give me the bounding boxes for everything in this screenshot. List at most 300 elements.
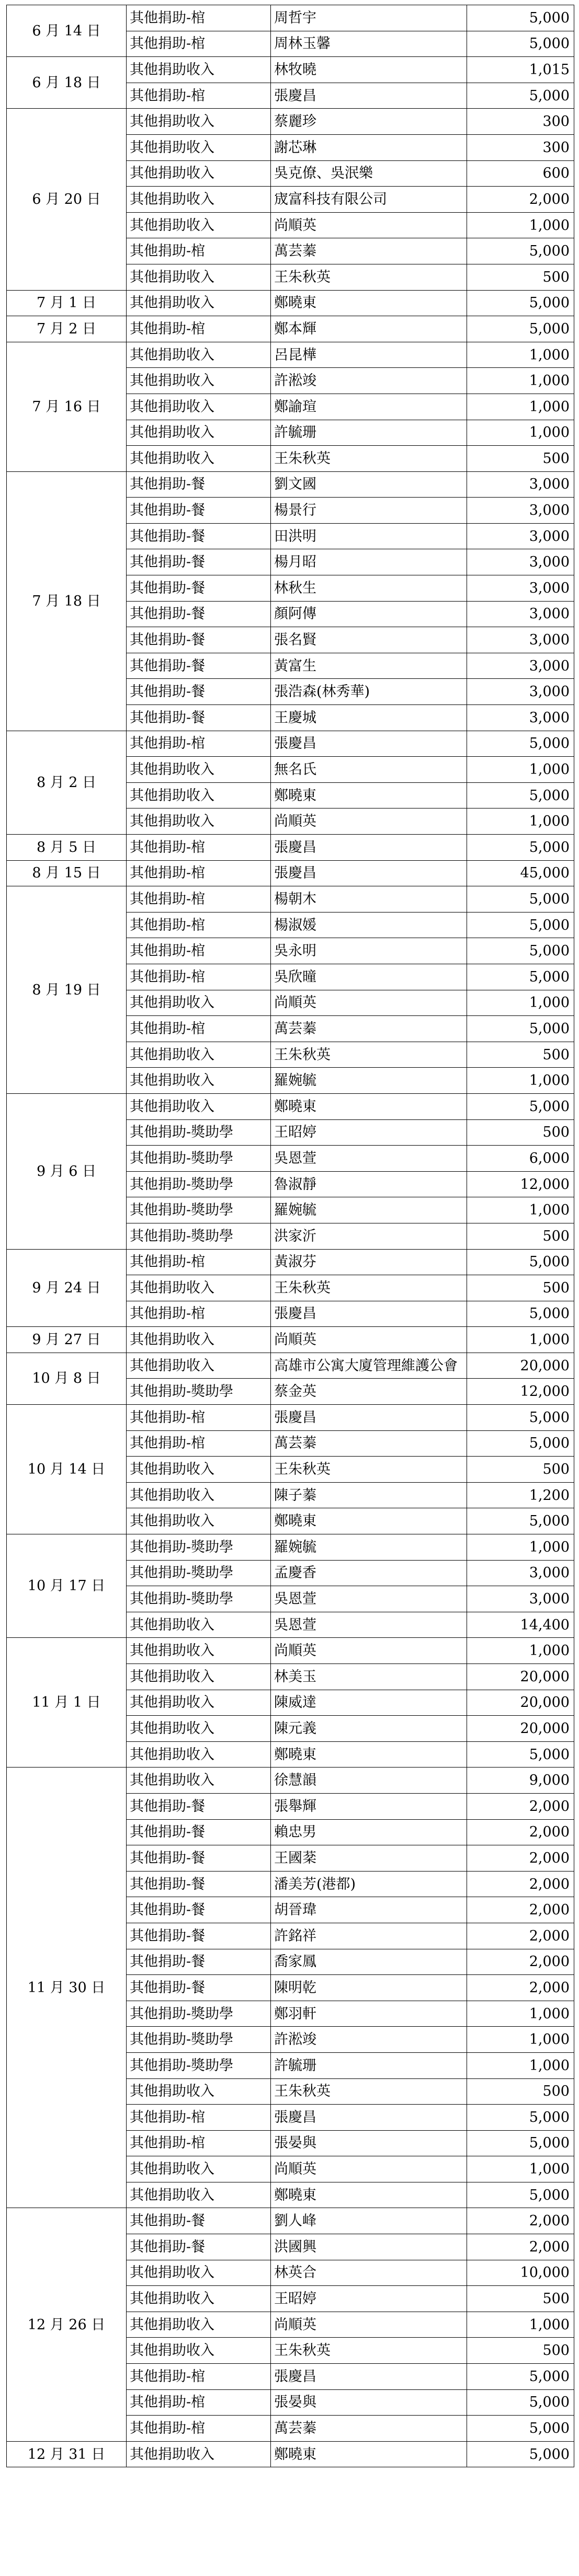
donor-name-cell: 許淞竣 [271,368,467,394]
amount-cell: 5,000 [467,290,574,316]
amount-cell: 1,000 [467,1068,574,1094]
category-cell: 其他捐助-餐 [127,601,271,627]
date-cell: 11 月 30 日 [7,1768,127,2208]
donor-name-cell: 吳克僚、吳泯樂 [271,160,467,187]
amount-cell: 3,000 [467,601,574,627]
amount-cell: 5,000 [467,2105,574,2131]
donor-name-cell: 周林玉馨 [271,31,467,57]
donor-name-cell: 周哲宇 [271,5,467,31]
amount-cell: 500 [467,1042,574,1068]
category-cell: 其他捐助-棺 [127,1301,271,1327]
donor-name-cell: 許銘祥 [271,1923,467,1949]
amount-cell: 1,000 [467,808,574,835]
date-cell: 12 月 26 日 [7,2208,127,2441]
category-cell: 其他捐助-餐 [127,471,271,498]
amount-cell: 5,000 [467,782,574,808]
amount-cell: 1,000 [467,2156,574,2182]
category-cell: 其他捐助收入 [127,394,271,420]
date-cell: 9 月 24 日 [7,1249,127,1327]
donation-ledger-table [6,5,574,2467]
category-cell: 其他捐助-棺 [127,316,271,342]
donor-name-cell: 張晏與 [271,2389,467,2416]
amount-cell: 5,000 [467,1741,574,1768]
donor-name-cell: 胡晉瑋 [271,1897,467,1923]
donor-name-cell: 許毓珊 [271,420,467,446]
amount-cell: 20,000 [467,1716,574,1742]
category-cell: 其他捐助收入 [127,2338,271,2364]
amount-cell: 5,000 [467,938,574,964]
category-cell: 其他捐助-棺 [127,912,271,938]
date-cell: 7 月 1 日 [7,290,127,316]
donor-name-cell: 吳恩萱 [271,1612,467,1638]
category-cell: 其他捐助收入 [127,57,271,83]
donor-name-cell: 張慶昌 [271,731,467,757]
category-cell: 其他捐助收入 [127,2286,271,2312]
donor-name-cell: 鄭曉東 [271,2441,467,2467]
amount-cell: 1,000 [467,757,574,783]
category-cell: 其他捐助-棺 [127,1016,271,1042]
category-cell: 其他捐助收入 [127,1093,271,1119]
donor-name-cell: 林牧曉 [271,57,467,83]
amount-cell: 5,000 [467,964,574,990]
donor-name-cell: 陳元義 [271,1716,467,1742]
category-cell: 其他捐助收入 [127,808,271,835]
category-cell: 其他捐助-獎助學 [127,1171,271,1197]
donor-name-cell: 鄭羽軒 [271,2001,467,2027]
amount-cell: 5,000 [467,1430,574,1457]
category-cell: 其他捐助-棺 [127,886,271,912]
donor-name-cell: 宬富科技有限公司 [271,187,467,213]
date-cell: 9 月 6 日 [7,1093,127,1249]
table-row [7,1768,574,1794]
donor-name-cell: 許毓珊 [271,2052,467,2078]
donor-name-cell: 張慶昌 [271,83,467,109]
donor-name-cell: 洪國興 [271,2234,467,2260]
amount-cell: 3,000 [467,653,574,679]
category-cell: 其他捐助-棺 [127,860,271,886]
amount-cell: 1,000 [467,2027,574,2053]
category-cell: 其他捐助收入 [127,2260,271,2286]
category-cell: 其他捐助-餐 [127,653,271,679]
donor-name-cell: 王朱秋英 [271,2338,467,2364]
donor-name-cell: 陳子蓁 [271,1482,467,1508]
category-cell: 其他捐助-棺 [127,2364,271,2390]
table-row [7,835,574,861]
amount-cell: 1,000 [467,1197,574,1223]
category-cell: 其他捐助收入 [127,420,271,446]
amount-cell: 12,000 [467,1171,574,1197]
amount-cell: 500 [467,1457,574,1483]
donor-name-cell: 王慶城 [271,705,467,731]
donor-name-cell: 黃富生 [271,653,467,679]
donor-name-cell: 尚順英 [271,2156,467,2182]
donor-name-cell: 張名賢 [271,627,467,653]
donor-name-cell: 張舉輝 [271,1793,467,1819]
amount-cell: 5,000 [467,2389,574,2416]
amount-cell: 1,200 [467,1482,574,1508]
category-cell: 其他捐助-餐 [127,627,271,653]
amount-cell: 5,000 [467,1249,574,1275]
donor-name-cell: 王朱秋英 [271,264,467,290]
category-cell: 其他捐助-棺 [127,2416,271,2442]
category-cell: 其他捐助-餐 [127,705,271,731]
amount-cell: 1,000 [467,990,574,1016]
donor-name-cell: 楊景行 [271,498,467,524]
donor-name-cell: 呂昆樺 [271,342,467,368]
donor-name-cell: 鄭本輝 [271,316,467,342]
amount-cell: 3,000 [467,1560,574,1586]
donor-name-cell: 張慶昌 [271,1301,467,1327]
category-cell: 其他捐助-棺 [127,731,271,757]
donor-name-cell: 陳威達 [271,1690,467,1716]
category-cell: 其他捐助-獎助學 [127,1223,271,1249]
date-cell: 8 月 5 日 [7,835,127,861]
donor-name-cell: 尚順英 [271,1327,467,1353]
amount-cell: 500 [467,264,574,290]
category-cell: 其他捐助收入 [127,757,271,783]
donor-name-cell: 王朱秋英 [271,2078,467,2105]
amount-cell: 600 [467,160,574,187]
amount-cell: 1,000 [467,368,574,394]
date-cell: 8 月 2 日 [7,731,127,834]
date-cell: 12 月 31 日 [7,2441,127,2467]
date-cell: 11 月 1 日 [7,1638,127,1768]
donor-name-cell: 楊月昭 [271,549,467,575]
amount-cell: 3,000 [467,1586,574,1612]
category-cell: 其他捐助收入 [127,109,271,135]
amount-cell: 3,000 [467,627,574,653]
category-cell: 其他捐助-棺 [127,938,271,964]
amount-cell: 5,000 [467,1016,574,1042]
category-cell: 其他捐助收入 [127,264,271,290]
category-cell: 其他捐助收入 [127,2078,271,2105]
amount-cell: 3,000 [467,679,574,705]
category-cell: 其他捐助收入 [127,368,271,394]
category-cell: 其他捐助收入 [127,1457,271,1483]
date-cell: 6 月 18 日 [7,57,127,109]
amount-cell: 5,000 [467,886,574,912]
amount-cell: 5,000 [467,5,574,31]
date-cell: 6 月 14 日 [7,5,127,57]
category-cell: 其他捐助-棺 [127,1405,271,1431]
category-cell: 其他捐助-餐 [127,1819,271,1845]
donor-name-cell: 高雄市公寓大廈管理維護公會 [271,1353,467,1379]
amount-cell: 3,000 [467,549,574,575]
category-cell: 其他捐助-獎助學 [127,1379,271,1405]
category-cell: 其他捐助-獎助學 [127,1534,271,1561]
category-cell: 其他捐助收入 [127,1612,271,1638]
donor-name-cell: 鄭曉東 [271,1093,467,1119]
amount-cell: 300 [467,109,574,135]
amount-cell: 45,000 [467,860,574,886]
amount-cell: 300 [467,134,574,160]
category-cell: 其他捐助-棺 [127,1430,271,1457]
amount-cell: 2,000 [467,1845,574,1872]
category-cell: 其他捐助-餐 [127,498,271,524]
category-cell: 其他捐助-獎助學 [127,1197,271,1223]
table-row [7,1353,574,1379]
amount-cell: 3,000 [467,575,574,602]
donor-name-cell: 王朱秋英 [271,446,467,472]
donor-name-cell: 萬芸蓁 [271,1430,467,1457]
category-cell: 其他捐助收入 [127,290,271,316]
table-row [7,5,574,31]
amount-cell: 2,000 [467,1975,574,2001]
donor-name-cell: 羅婉毓 [271,1068,467,1094]
category-cell: 其他捐助收入 [127,1690,271,1716]
amount-cell: 5,000 [467,1301,574,1327]
category-cell: 其他捐助-餐 [127,1871,271,1897]
amount-cell: 14,400 [467,1612,574,1638]
donor-name-cell: 羅婉毓 [271,1197,467,1223]
amount-cell: 2,000 [467,2234,574,2260]
donor-name-cell: 王昭婷 [271,1119,467,1146]
donor-name-cell: 賴忠男 [271,1819,467,1845]
amount-cell: 3,000 [467,705,574,731]
amount-cell: 3,000 [467,498,574,524]
category-cell: 其他捐助收入 [127,1508,271,1534]
category-cell: 其他捐助收入 [127,1716,271,1742]
donor-name-cell: 蔡麗珍 [271,109,467,135]
donor-name-cell: 吳恩萱 [271,1146,467,1172]
category-cell: 其他捐助-餐 [127,523,271,549]
category-cell: 其他捐助-棺 [127,1249,271,1275]
donor-name-cell: 黃淑芬 [271,1249,467,1275]
amount-cell: 2,000 [467,1949,574,1975]
amount-cell: 5,000 [467,83,574,109]
table-row [7,316,574,342]
category-cell: 其他捐助收入 [127,1638,271,1664]
category-cell: 其他捐助收入 [127,1042,271,1068]
table-row [7,290,574,316]
donor-name-cell: 張晏與 [271,2130,467,2156]
donor-name-cell: 林秋生 [271,575,467,602]
donor-name-cell: 張慶昌 [271,2364,467,2390]
amount-cell: 2,000 [467,1871,574,1897]
donor-name-cell: 王朱秋英 [271,1457,467,1483]
category-cell: 其他捐助-餐 [127,1897,271,1923]
table-row [7,109,574,135]
amount-cell: 5,000 [467,2182,574,2208]
amount-cell: 500 [467,1223,574,1249]
date-cell: 10 月 14 日 [7,1405,127,1534]
table-row [7,57,574,83]
amount-cell: 500 [467,1275,574,1301]
donor-name-cell: 顏阿傳 [271,601,467,627]
category-cell: 其他捐助收入 [127,1768,271,1794]
donor-name-cell: 尚順英 [271,990,467,1016]
category-cell: 其他捐助-獎助學 [127,2052,271,2078]
amount-cell: 2,000 [467,187,574,213]
amount-cell: 10,000 [467,2260,574,2286]
donor-name-cell: 洪家沂 [271,1223,467,1249]
donor-name-cell: 劉人峰 [271,2208,467,2234]
table-row [7,1249,574,1275]
amount-cell: 2,000 [467,1819,574,1845]
donor-name-cell: 無名氏 [271,757,467,783]
amount-cell: 1,000 [467,420,574,446]
donor-name-cell: 潘美芳(港都) [271,1871,467,1897]
donor-name-cell: 尚順英 [271,1638,467,1664]
category-cell: 其他捐助-獎助學 [127,2027,271,2053]
amount-cell: 500 [467,2286,574,2312]
date-cell: 10 月 17 日 [7,1534,127,1638]
donor-name-cell: 魯淑靜 [271,1171,467,1197]
category-cell: 其他捐助-棺 [127,5,271,31]
amount-cell: 5,000 [467,1508,574,1534]
date-cell: 9 月 27 日 [7,1327,127,1353]
donor-name-cell: 鄭曉東 [271,1741,467,1768]
donor-name-cell: 王朱秋英 [271,1275,467,1301]
category-cell: 其他捐助-獎助學 [127,1119,271,1146]
donor-name-cell: 張浩森(林秀華) [271,679,467,705]
table-row [7,471,574,498]
category-cell: 其他捐助-餐 [127,549,271,575]
donor-name-cell: 吳恩萱 [271,1586,467,1612]
category-cell: 其他捐助收入 [127,782,271,808]
amount-cell: 20,000 [467,1690,574,1716]
donor-name-cell: 吳永明 [271,938,467,964]
table-row [7,342,574,368]
amount-cell: 5,000 [467,912,574,938]
date-cell: 8 月 15 日 [7,860,127,886]
amount-cell: 1,000 [467,1327,574,1353]
donor-name-cell: 鄭曉東 [271,1508,467,1534]
table-row [7,886,574,912]
category-cell: 其他捐助-棺 [127,31,271,57]
table-row [7,1093,574,1119]
category-cell: 其他捐助-餐 [127,1793,271,1819]
amount-cell: 2,000 [467,1897,574,1923]
donor-name-cell: 王朱秋英 [271,1042,467,1068]
category-cell: 其他捐助收入 [127,1664,271,1690]
amount-cell: 1,000 [467,394,574,420]
table-row [7,1405,574,1431]
donor-name-cell: 萬芸蓁 [271,2416,467,2442]
donor-name-cell: 王國棻 [271,1845,467,1872]
donor-name-cell: 尚順英 [271,2312,467,2338]
table-row [7,860,574,886]
category-cell: 其他捐助收入 [127,187,271,213]
amount-cell: 5,000 [467,2364,574,2390]
category-cell: 其他捐助-餐 [127,1923,271,1949]
amount-cell: 5,000 [467,1405,574,1431]
table-row [7,2441,574,2467]
date-cell: 6 月 20 日 [7,109,127,290]
category-cell: 其他捐助收入 [127,1068,271,1094]
amount-cell: 2,000 [467,2208,574,2234]
category-cell: 其他捐助-棺 [127,964,271,990]
donor-name-cell: 謝芯琳 [271,134,467,160]
amount-cell: 5,000 [467,2130,574,2156]
amount-cell: 1,015 [467,57,574,83]
date-cell: 8 月 19 日 [7,886,127,1094]
donor-name-cell: 羅婉毓 [271,1534,467,1561]
donor-name-cell: 尚順英 [271,808,467,835]
donor-name-cell: 張慶昌 [271,1405,467,1431]
amount-cell: 1,000 [467,2052,574,2078]
category-cell: 其他捐助-獎助學 [127,1586,271,1612]
category-cell: 其他捐助收入 [127,2441,271,2467]
donor-name-cell: 徐慧韻 [271,1768,467,1794]
table-row [7,1534,574,1561]
amount-cell: 20,000 [467,1664,574,1690]
donor-name-cell: 鄭曉東 [271,782,467,808]
category-cell: 其他捐助收入 [127,2312,271,2338]
donor-name-cell: 吳欣曈 [271,964,467,990]
donor-name-cell: 張慶昌 [271,860,467,886]
category-cell: 其他捐助-餐 [127,1845,271,1872]
donor-name-cell: 鄭曉東 [271,290,467,316]
amount-cell: 9,000 [467,1768,574,1794]
category-cell: 其他捐助-棺 [127,2130,271,2156]
date-cell: 10 月 8 日 [7,1353,127,1404]
donor-name-cell: 萬芸蓁 [271,238,467,264]
category-cell: 其他捐助-棺 [127,83,271,109]
amount-cell: 1,000 [467,2312,574,2338]
category-cell: 其他捐助-餐 [127,679,271,705]
amount-cell: 5,000 [467,1093,574,1119]
donor-name-cell: 張慶昌 [271,835,467,861]
table-row [7,2208,574,2234]
amount-cell: 5,000 [467,2441,574,2467]
amount-cell: 6,000 [467,1146,574,1172]
amount-cell: 1,000 [467,1638,574,1664]
donor-name-cell: 鄭曉東 [271,2182,467,2208]
table-row [7,731,574,757]
amount-cell: 1,000 [467,342,574,368]
donor-name-cell: 陳明乾 [271,1975,467,2001]
amount-cell: 500 [467,2338,574,2364]
category-cell: 其他捐助收入 [127,990,271,1016]
donor-name-cell: 鄭諭瑄 [271,394,467,420]
donor-name-cell: 萬芸蓁 [271,1016,467,1042]
category-cell: 其他捐助-餐 [127,2234,271,2260]
category-cell: 其他捐助收入 [127,160,271,187]
amount-cell: 2,000 [467,1793,574,1819]
amount-cell: 20,000 [467,1353,574,1379]
donor-name-cell: 許淞竣 [271,2027,467,2053]
category-cell: 其他捐助-獎助學 [127,1560,271,1586]
date-cell: 7 月 2 日 [7,316,127,342]
donor-name-cell: 喬家鳳 [271,1949,467,1975]
category-cell: 其他捐助收入 [127,342,271,368]
category-cell: 其他捐助收入 [127,1741,271,1768]
amount-cell: 1,000 [467,2001,574,2027]
category-cell: 其他捐助-獎助學 [127,2001,271,2027]
amount-cell: 2,000 [467,1923,574,1949]
category-cell: 其他捐助收入 [127,1275,271,1301]
date-cell: 7 月 18 日 [7,471,127,731]
amount-cell: 5,000 [467,316,574,342]
amount-cell: 5,000 [467,31,574,57]
amount-cell: 5,000 [467,2416,574,2442]
category-cell: 其他捐助-棺 [127,2105,271,2131]
donor-name-cell: 林美玉 [271,1664,467,1690]
amount-cell: 3,000 [467,471,574,498]
donor-name-cell: 尚順英 [271,212,467,238]
category-cell: 其他捐助收入 [127,212,271,238]
amount-cell: 500 [467,1119,574,1146]
category-cell: 其他捐助收入 [127,1327,271,1353]
category-cell: 其他捐助-棺 [127,238,271,264]
category-cell: 其他捐助-餐 [127,575,271,602]
category-cell: 其他捐助收入 [127,1482,271,1508]
donor-name-cell: 王昭婷 [271,2286,467,2312]
category-cell: 其他捐助-餐 [127,2208,271,2234]
category-cell: 其他捐助收入 [127,134,271,160]
amount-cell: 1,000 [467,212,574,238]
